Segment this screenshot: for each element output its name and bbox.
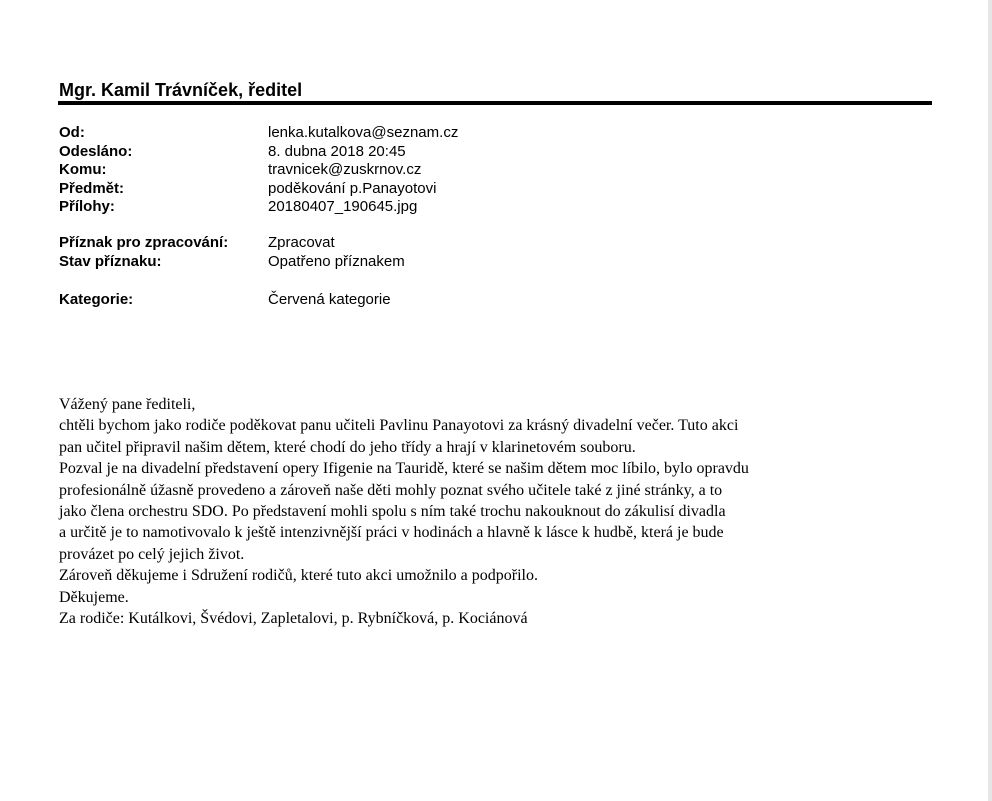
message-body	[59, 394, 939, 629]
title-underline	[58, 101, 932, 105]
field-value: 8. dubna 2018 20:45	[268, 142, 406, 160]
body-line: Pozval je na divadelní představení opery Ifigenie na Tauridě, které se našim dětem moc líbilo, bylo opravdu	[59, 460, 749, 478]
body-line: Zároveň děkujeme i Sdružení rodičů, které tuto akci umožnilo a podpořilo.	[59, 567, 538, 585]
field-label: Komu:	[59, 161, 107, 178]
field-label: Odesláno:	[59, 142, 133, 160]
body-line: chtěli bychom jako rodiče poděkovat panu učiteli Pavlinu Panayotovi za krásný divadelní večer. Tuto akci	[59, 417, 739, 435]
body-line: Za rodiče: Kutálkovi, Švédovi, Zapletalovi, p. Rybníčková, p. Kociánová	[59, 609, 528, 627]
body-line: Děkujeme.	[59, 588, 129, 606]
body-line: a určitě je to namotivovalo k ještě intenzivnější práci v hodinách a hlavně k lásce k hudbě, která je bude	[59, 524, 724, 542]
body-line: profesionálně úžasně provedeno a zároveň naše děti mohly poznat svého učitele také z jiné stránky, a to	[59, 481, 723, 499]
field-value: lenka.kutalkova@seznam.cz	[268, 124, 459, 141]
field-value: Červená kategorie	[268, 291, 391, 308]
body-line: provázet po celý jejich život.	[59, 545, 245, 563]
field-label: Přílohy:	[59, 198, 115, 215]
field-label: Předmět:	[59, 179, 125, 197]
field-label: Stav příznaku:	[59, 252, 162, 270]
field-value: poděkování p.Panayotovi	[268, 179, 437, 197]
page-title: Mgr. Kamil Trávníček, ředitel	[59, 80, 303, 100]
field-label: Kategorie:	[59, 291, 134, 308]
body-line: jako člena orchestru SDO. Po představení mohli spolu s ním také trochu nakouknout do zákulisí divadla	[59, 502, 726, 520]
page-edge	[988, 0, 992, 801]
field-value: Opatřeno příznakem	[268, 252, 405, 270]
field-label: Od:	[59, 124, 85, 141]
field-value: 20180407_190645.jpg	[268, 198, 418, 215]
field-value: travnicek@zuskrnov.cz	[268, 161, 422, 178]
field-label: Příznak pro zpracování:	[59, 234, 229, 251]
body-line: Vážený pane řediteli,	[59, 396, 196, 413]
field-value: Zpracovat	[268, 234, 335, 251]
body-line: pan učitel připravil našim dětem, které chodí do jeho třídy a hrají v klarinetovém souboru.	[59, 438, 636, 456]
